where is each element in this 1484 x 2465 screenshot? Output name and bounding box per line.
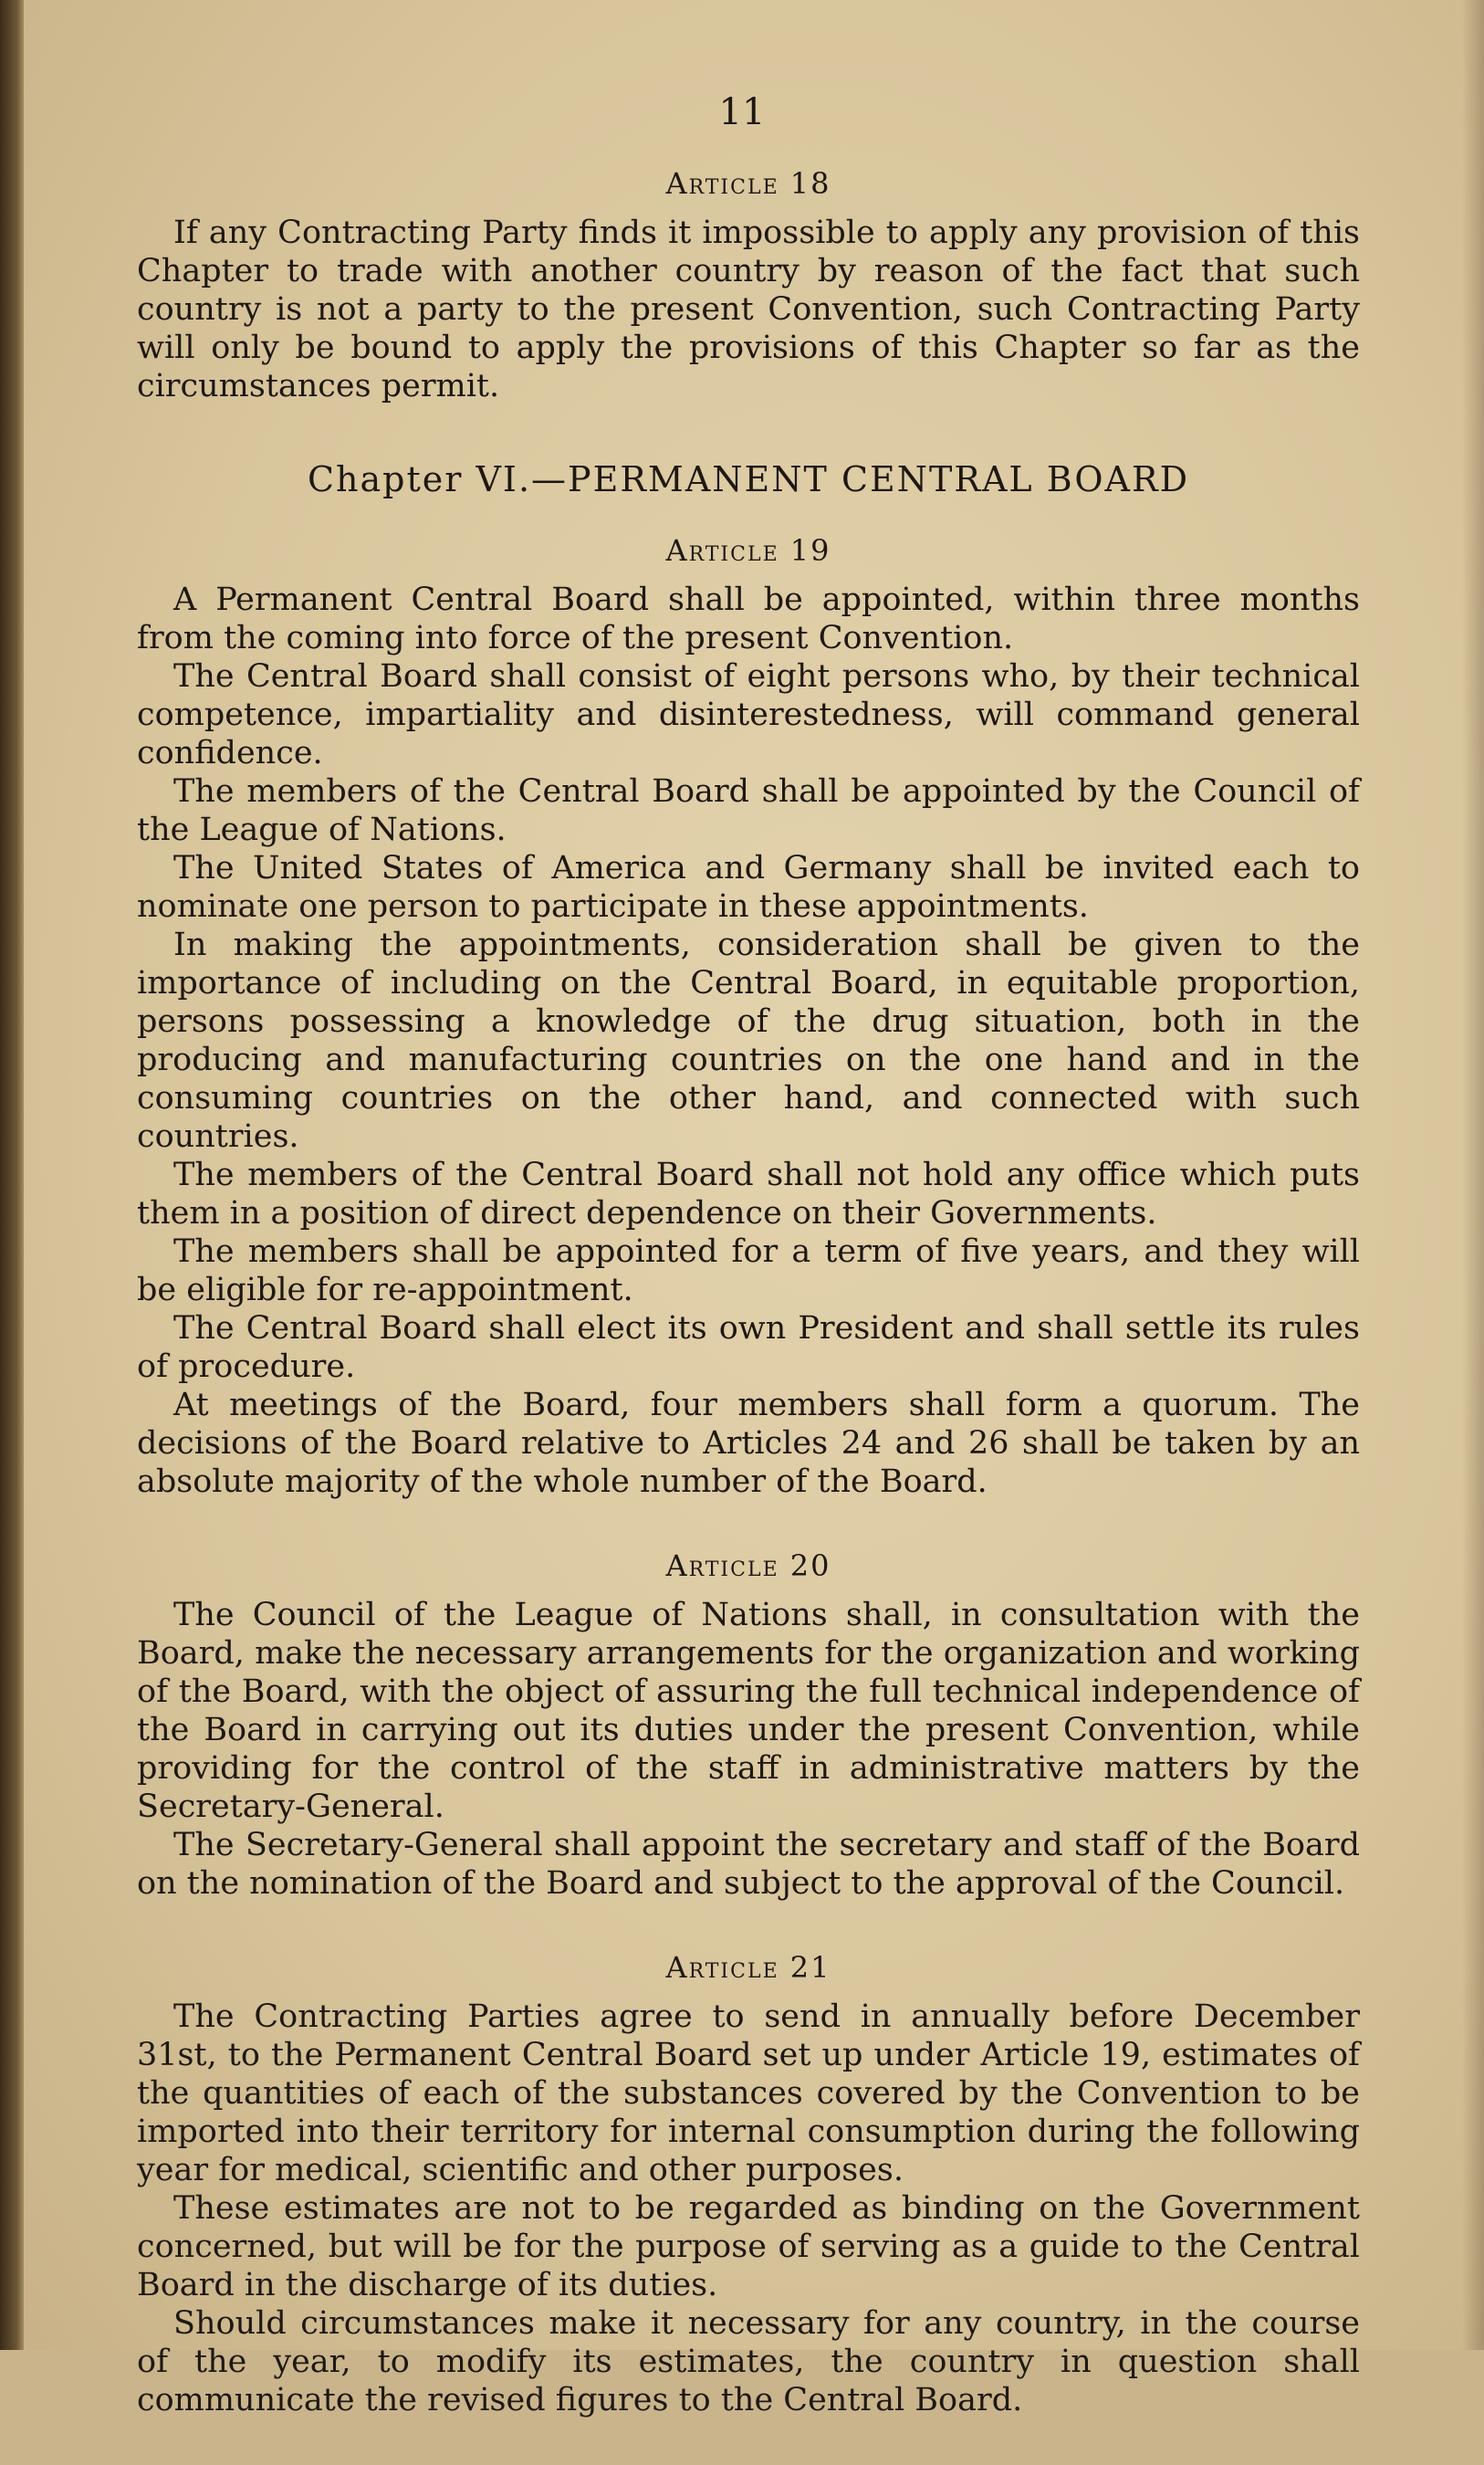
article-18-paragraph: If any Contracting Party finds it impossible to apply any provision of this Chapter to trade with another country by reason of the fact that such country is not a party to the present Convention, such Contracting Party will only be bound to apply the provisions of this Chapter so far as the circumstances permit. <box>137 215 1360 404</box>
article-19-heading: Article 19 <box>665 533 831 568</box>
article-20-paragraph: The Council of the League of Nations shall, in consultation with the Board, make the necessary arrangements for the organization and working of the Board, with the object of assuring the full technical independence of the Board in carrying out its duties under the present Convention, while providing for the control of the staff in administrative matters by the Secretary-General. <box>137 1597 1360 1825</box>
article-19-paragraph: In making the appointments, consideration shall be given to the importance of including on the Central Board, in equitable proportion, persons possessing a knowledge of the drug situation, both in the producing and manufacturing countries on the one hand and in the consuming countries on the other hand, and connected with such countries. <box>137 927 1360 1155</box>
article-21-heading: Article 21 <box>665 1950 831 1985</box>
article-19-paragraph: At meetings of the Board, four members shall form a quorum. The decisions of the Board relative to Articles 24 and 26 shall be taken by an absolute majority of the whole number of the Board. <box>137 1387 1360 1500</box>
article-19 <box>137 531 1360 1501</box>
article-20 <box>137 1547 1360 1903</box>
book-binding <box>0 0 24 2350</box>
article-19-paragraph: A Permanent Central Board shall be appointed, within three months from the coming into force of the present Convention. <box>137 582 1360 656</box>
article-21 <box>137 1948 1360 2419</box>
article-19-paragraph: The members of the Central Board shall not hold any office which puts them in a position of direct dependence on their Governments. <box>137 1157 1360 1232</box>
article-19-paragraph: The members of the Central Board shall be appointed by the Council of the League of Nations. <box>137 773 1360 848</box>
article-20-heading: Article 20 <box>665 1548 831 1583</box>
article-21-paragraph: Should circumstances make it necessary for any country, in the course of the year, to modify its estimates, the country in question shall communicate the revised figures to the Central Board. <box>137 2305 1360 2418</box>
page-content <box>137 164 1360 2465</box>
article-21-paragraph: The Contracting Parties agree to send in annually before December 31st, to the Permanent Central Board set up under Article 19, estimates of the quantities of each of the substances covered by the Convention to be imported into their territory for internal consumption during the following year for medical, scientific and other purposes. <box>137 1998 1360 2188</box>
article-19-paragraph: The members shall be appointed for a term of five years, and they will be eligible for re-appointment. <box>137 1233 1360 1308</box>
article-18-heading: Article 18 <box>665 166 831 201</box>
chapter-heading: Chapter VI.—PERMANENT CENTRAL BOARD <box>307 459 1190 499</box>
article-20-paragraph: The Secretary-General shall appoint the secretary and staff of the Board on the nomination of the Board and subject to the approval of the Council. <box>137 1827 1360 1902</box>
article-21-paragraph: These estimates are not to be regarded as binding on the Government concerned, but will be for the purpose of serving as a guide to the Central Board in the discharge of its duties. <box>137 2190 1360 2303</box>
article-19-paragraph: The Central Board shall elect its own President and shall settle its rules of procedure. <box>137 1310 1360 1385</box>
page-edge <box>1462 0 1484 2350</box>
article-18 <box>137 164 1360 405</box>
article-19-paragraph: The United States of America and Germany shall be invited each to nominate one person to participate in these appointments. <box>137 850 1360 925</box>
page-number: 11 <box>718 91 766 133</box>
article-19-paragraph: The Central Board shall consist of eight persons who, by their technical competence, impartiality and disinterestedness, will command general confidence. <box>137 658 1360 771</box>
